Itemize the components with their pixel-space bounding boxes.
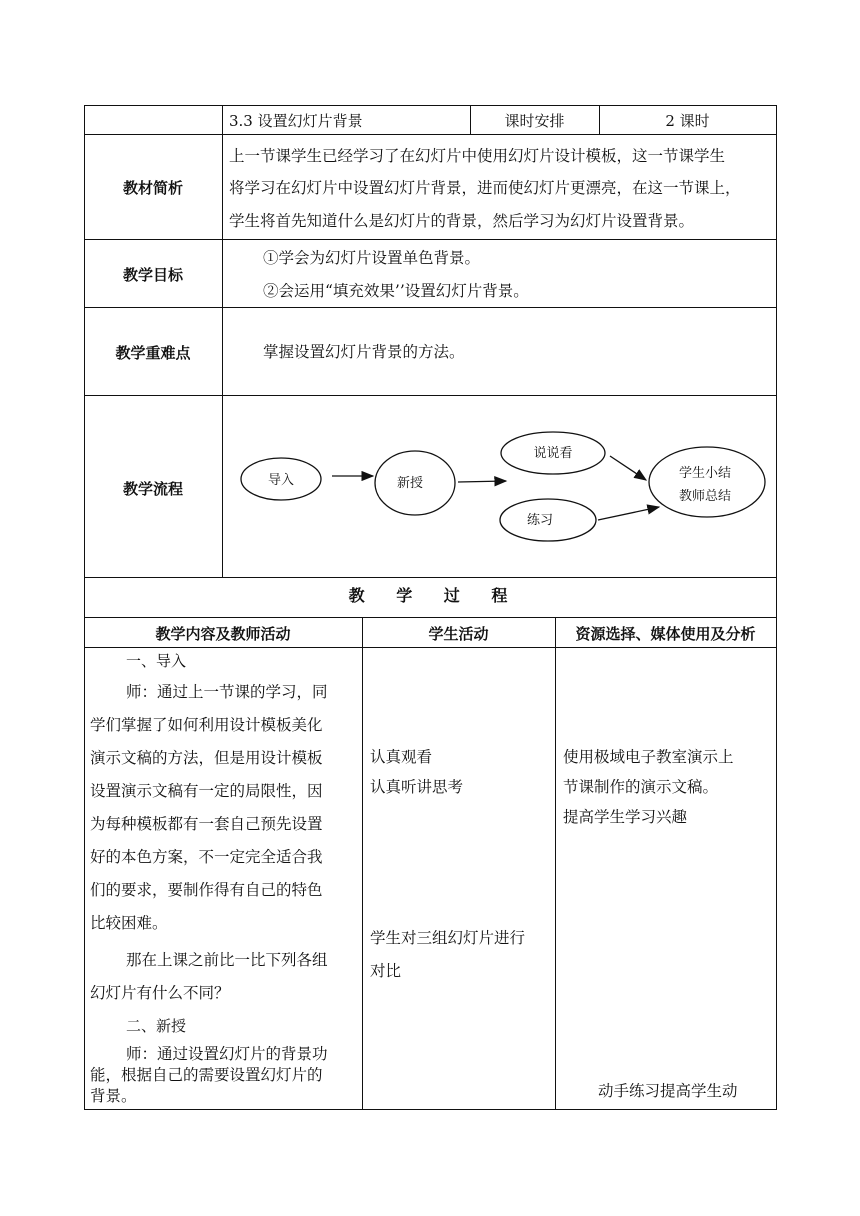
row-divider bbox=[84, 307, 776, 308]
analysis-label: 教材简析 bbox=[122, 179, 183, 197]
analysis-line: 上一节课学生已经学习了在幻灯片中使用幻灯片设计模板，这一节课学生 bbox=[229, 147, 726, 165]
node-intro-label: 导入 bbox=[267, 473, 295, 488]
teacher-text-line: 设置演示文稿有一定的局限性，因 bbox=[90, 782, 323, 800]
resource-note: 动手练习提高学生动 bbox=[598, 1082, 738, 1100]
teacher-text-line: 幻灯片有什么不同？ bbox=[90, 984, 230, 1002]
resource-note: 使用极域电子教室演示上 bbox=[563, 748, 734, 766]
goal-item: ②会运用“填充效果’’设置幻灯片背景。 bbox=[263, 282, 529, 300]
node-summary-shape bbox=[649, 447, 765, 517]
row-divider bbox=[84, 617, 776, 618]
table-bottom-border bbox=[84, 1109, 776, 1110]
table-right-border bbox=[776, 105, 777, 1110]
goals-label: 教学目标 bbox=[122, 266, 183, 284]
arrow-practice-summary bbox=[598, 507, 659, 520]
teacher-text-line: 演示文稿的方法，但是用设计模板 bbox=[90, 749, 323, 767]
row-divider bbox=[84, 647, 776, 648]
teaching-flow-diagram bbox=[222, 396, 776, 576]
table-left-border bbox=[84, 105, 85, 1110]
key-points-text: 掌握设置幻灯片背景的方法。 bbox=[263, 343, 465, 361]
student-activity: 对比 bbox=[370, 962, 402, 980]
section-heading-new: 二、新授 bbox=[126, 1017, 187, 1035]
teacher-text-line: 比较困难。 bbox=[90, 914, 168, 932]
schedule-value: 2 课时 bbox=[665, 112, 710, 130]
node-summary-label-2: 教师总结 bbox=[678, 489, 732, 504]
teacher-text-line: 们的要求，要制作得有自己的特色 bbox=[90, 881, 323, 899]
schedule-label: 课时安排 bbox=[504, 112, 565, 130]
student-activity: 学生对三组幻灯片进行 bbox=[370, 929, 526, 947]
resource-note: 提高学生学习兴趣 bbox=[563, 808, 688, 826]
resource-note: 节课制作的演示文稿。 bbox=[563, 778, 719, 796]
node-summary-label-1: 学生小结 bbox=[678, 466, 732, 481]
node-talk-label: 说说看 bbox=[533, 446, 573, 461]
teacher-text-line: 师：通过上一节课的学习，同 bbox=[126, 683, 328, 701]
node-practice-label: 练习 bbox=[526, 513, 554, 528]
process-col-divider bbox=[555, 617, 556, 1109]
row-divider bbox=[84, 239, 776, 240]
teacher-text-line: 能，根据自己的需要设置幻灯片的 bbox=[90, 1066, 323, 1084]
col-header-teacher: 教学内容及教师活动 bbox=[155, 625, 291, 643]
teacher-text-line: 好的本色方案，不一定完全适合我 bbox=[90, 848, 323, 866]
process-col-divider bbox=[362, 617, 363, 1109]
analysis-line: 将学习在幻灯片中设置幻灯片背景，进而使幻灯片更漂亮，在这一节课上， bbox=[229, 179, 741, 197]
analysis-line: 学生将首先知道什么是幻灯片的背景，然后学习为幻灯片设置背景。 bbox=[229, 212, 695, 230]
student-activity: 认真听讲思考 bbox=[370, 778, 464, 796]
row-divider bbox=[84, 577, 776, 578]
node-new-label: 新授 bbox=[396, 476, 424, 491]
table-top-border bbox=[84, 105, 776, 106]
lesson-topic: 3.3 设置幻灯片背景 bbox=[229, 112, 363, 130]
teacher-text-line: 那在上课之前比一比下列各组 bbox=[126, 951, 328, 969]
col-header-student: 学生活动 bbox=[428, 625, 489, 643]
goal-item: ①学会为幻灯片设置单色背景。 bbox=[263, 249, 481, 267]
process-title: 教 学 过 程 bbox=[348, 586, 512, 605]
arrow-new-next bbox=[458, 481, 506, 482]
teacher-text-line: 师：通过设置幻灯片的背景功 bbox=[126, 1045, 328, 1063]
col-header-resources: 资源选择、媒体使用及分析 bbox=[575, 625, 756, 643]
teacher-text-line: 为每种模板都有一套自己预先设置 bbox=[90, 815, 323, 833]
row-divider bbox=[84, 134, 776, 135]
student-activity: 认真观看 bbox=[370, 748, 433, 766]
flow-label: 教学流程 bbox=[122, 480, 183, 498]
section-heading-intro: 一、导入 bbox=[126, 652, 187, 670]
arrow-talk-summary bbox=[610, 456, 646, 480]
key-points-label: 教学重难点 bbox=[115, 344, 191, 362]
teacher-text-line: 背景。 bbox=[90, 1087, 137, 1105]
teacher-text-line: 学们掌握了如何利用设计模板美化 bbox=[90, 716, 323, 734]
